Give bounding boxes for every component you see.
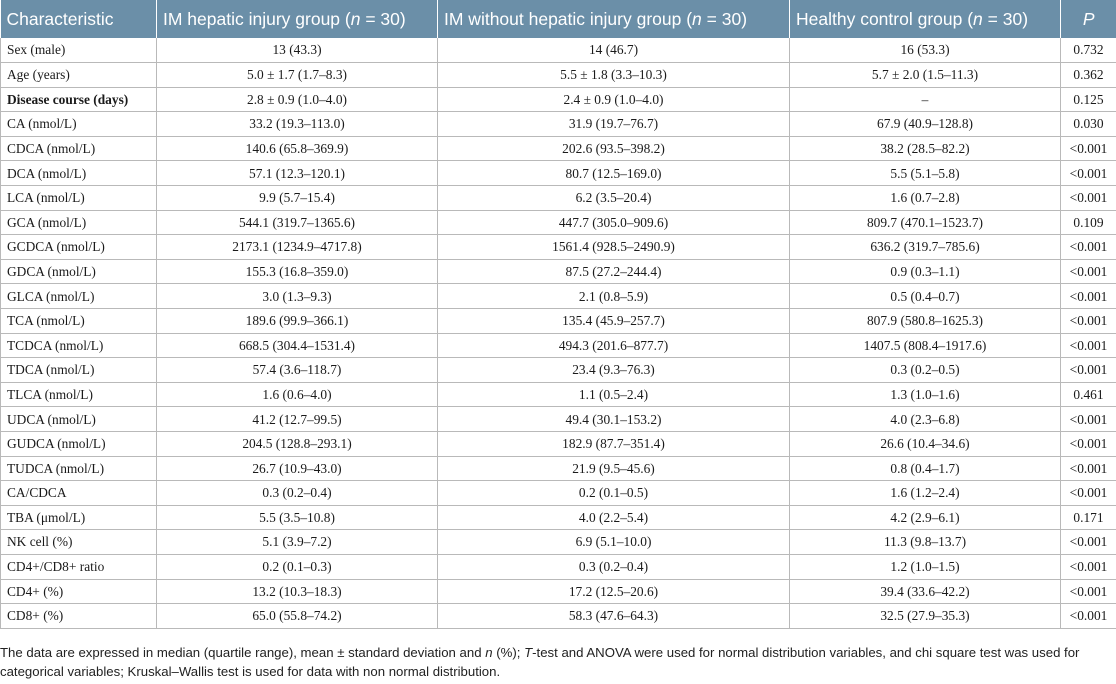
row-label: NK cell (%) [1,530,157,555]
cell-healthy-control: 32.5 (27.9–35.3) [790,604,1061,629]
cell-im-hepatic-injury: 155.3 (16.8–359.0) [157,259,438,284]
row-label: LCA (nmol/L) [1,186,157,211]
cell-healthy-control: 1.2 (1.0–1.5) [790,554,1061,579]
cell-p-value: 0.109 [1061,210,1116,235]
cell-p-value: <0.001 [1061,161,1116,186]
table-row [1,481,1116,506]
cell-im-without-hepatic-injury: 87.5 (27.2–244.4) [438,259,790,284]
cell-p-value: 0.461 [1061,382,1116,407]
table-header [1,0,1116,38]
header-im-without-hepatic-injury [438,0,790,38]
table-row [1,456,1116,481]
cell-im-hepatic-injury: 3.0 (1.3–9.3) [157,284,438,309]
cell-im-without-hepatic-injury: 6.9 (5.1–10.0) [438,530,790,555]
cell-im-hepatic-injury: 1.6 (0.6–4.0) [157,382,438,407]
row-label: TBA (μmol/L) [1,505,157,530]
cell-im-without-hepatic-injury: 58.3 (47.6–64.3) [438,604,790,629]
cell-healthy-control: – [790,87,1061,112]
cell-im-without-hepatic-injury: 494.3 (201.6–877.7) [438,333,790,358]
header-p-text: P [1082,8,1095,29]
cell-p-value: <0.001 [1061,579,1116,604]
row-label: GCA (nmol/L) [1,210,157,235]
cell-p-value: <0.001 [1061,136,1116,161]
cell-healthy-control: 67.9 (40.9–128.8) [790,112,1061,137]
cell-im-hepatic-injury: 544.1 (319.7–1365.6) [157,210,438,235]
table-row [1,358,1116,383]
table-row [1,333,1116,358]
cell-p-value: <0.001 [1061,358,1116,383]
cell-p-value: <0.001 [1061,481,1116,506]
table-row [1,210,1116,235]
row-label: CA/CDCA [1,481,157,506]
cell-im-without-hepatic-injury: 49.4 (30.1–153.2) [438,407,790,432]
table-row [1,382,1116,407]
cell-im-hepatic-injury: 9.9 (5.7–15.4) [157,186,438,211]
header-text: = 30) [360,8,406,29]
cell-p-value: 0.171 [1061,505,1116,530]
table-row [1,505,1116,530]
cell-im-without-hepatic-injury: 14 (46.7) [438,38,790,63]
header-characteristic: Characteristic [1,0,157,38]
row-label: TDCA (nmol/L) [1,358,157,383]
header-text: IM without hepatic injury group ( [444,8,693,29]
cell-p-value: <0.001 [1061,235,1116,260]
cell-im-hepatic-injury: 13 (43.3) [157,38,438,63]
row-label: TLCA (nmol/L) [1,382,157,407]
table-body [1,38,1116,628]
table-row [1,259,1116,284]
row-label: UDCA (nmol/L) [1,407,157,432]
cell-im-hepatic-injury: 65.0 (55.8–74.2) [157,604,438,629]
cell-im-without-hepatic-injury: 447.7 (305.0–909.6) [438,210,790,235]
table-row [1,186,1116,211]
cell-im-without-hepatic-injury: 182.9 (87.7–351.4) [438,432,790,457]
cell-im-hepatic-injury: 13.2 (10.3–18.3) [157,579,438,604]
cell-p-value: <0.001 [1061,333,1116,358]
cell-im-hepatic-injury: 668.5 (304.4–1531.4) [157,333,438,358]
cell-p-value: <0.001 [1061,284,1116,309]
cell-im-hepatic-injury: 0.2 (0.1–0.3) [157,554,438,579]
row-label: Sex (male) [1,38,157,63]
cell-im-hepatic-injury: 33.2 (19.3–113.0) [157,112,438,137]
cell-healthy-control: 11.3 (9.8–13.7) [790,530,1061,555]
header-im-hepatic-injury [157,0,438,38]
row-label: CDCA (nmol/L) [1,136,157,161]
cell-im-without-hepatic-injury: 23.4 (9.3–76.3) [438,358,790,383]
cell-p-value: <0.001 [1061,407,1116,432]
cell-healthy-control: 16 (53.3) [790,38,1061,63]
cell-healthy-control: 4.0 (2.3–6.8) [790,407,1061,432]
cell-healthy-control: 39.4 (33.6–42.2) [790,579,1061,604]
cell-healthy-control: 809.7 (470.1–1523.7) [790,210,1061,235]
table-row [1,604,1116,629]
row-label: GDCA (nmol/L) [1,259,157,284]
table-row [1,87,1116,112]
cell-im-without-hepatic-injury: 6.2 (3.5–20.4) [438,186,790,211]
row-label: TCDCA (nmol/L) [1,333,157,358]
cell-p-value: 0.362 [1061,63,1116,88]
cell-im-without-hepatic-injury: 0.2 (0.1–0.5) [438,481,790,506]
cell-healthy-control: 26.6 (10.4–34.6) [790,432,1061,457]
row-label: Disease course (days) [1,87,157,112]
cell-p-value: 0.125 [1061,87,1116,112]
row-label: CA (nmol/L) [1,112,157,137]
footnote-text: The data are expressed in median (quartile range), mean ± standard deviation and [0,645,486,660]
cell-p-value: <0.001 [1061,456,1116,481]
row-label: DCA (nmol/L) [1,161,157,186]
cell-p-value: <0.001 [1061,604,1116,629]
cell-im-hepatic-injury: 189.6 (99.9–366.1) [157,309,438,334]
cell-im-hepatic-injury: 5.0 ± 1.7 (1.7–8.3) [157,63,438,88]
table-row [1,38,1116,63]
table-row [1,579,1116,604]
cell-im-without-hepatic-injury: 1561.4 (928.5–2490.9) [438,235,790,260]
cell-im-hepatic-injury: 26.7 (10.9–43.0) [157,456,438,481]
row-label: CD4+ (%) [1,579,157,604]
cell-p-value: <0.001 [1061,554,1116,579]
cell-healthy-control: 0.3 (0.2–0.5) [790,358,1061,383]
cell-im-without-hepatic-injury: 21.9 (9.5–45.6) [438,456,790,481]
cell-im-hepatic-injury: 204.5 (128.8–293.1) [157,432,438,457]
cell-p-value: <0.001 [1061,186,1116,211]
table-row [1,432,1116,457]
footnote-text: -test and ANOVA were used for normal distribution variables, and chi square test was used for categorical variables; Kruskal–Wallis test is used for data with non normal distribution. [0,645,1080,679]
cell-im-without-hepatic-injury: 202.6 (93.5–398.2) [438,136,790,161]
header-n: n [973,8,983,29]
cell-im-without-hepatic-injury: 17.2 (12.5–20.6) [438,579,790,604]
table-row [1,136,1116,161]
table-row [1,284,1116,309]
cell-healthy-control: 4.2 (2.9–6.1) [790,505,1061,530]
cell-p-value: <0.001 [1061,309,1116,334]
cell-healthy-control: 807.9 (580.8–1625.3) [790,309,1061,334]
cell-healthy-control: 1407.5 (808.4–1917.6) [790,333,1061,358]
table-row [1,161,1116,186]
table-row [1,407,1116,432]
table-footnote [0,643,1112,681]
cell-im-without-hepatic-injury: 5.5 ± 1.8 (3.3–10.3) [438,63,790,88]
header-p-value [1061,0,1116,38]
header-text: IM hepatic injury group ( [163,8,351,29]
cell-healthy-control: 1.3 (1.0–1.6) [790,382,1061,407]
cell-im-hepatic-injury: 57.1 (12.3–120.1) [157,161,438,186]
cell-im-hepatic-injury: 140.6 (65.8–369.9) [157,136,438,161]
table-row [1,309,1116,334]
cell-im-hepatic-injury: 5.5 (3.5–10.8) [157,505,438,530]
cell-healthy-control: 636.2 (319.7–785.6) [790,235,1061,260]
table-row [1,235,1116,260]
cell-healthy-control: 38.2 (28.5–82.2) [790,136,1061,161]
cell-healthy-control: 0.9 (0.3–1.1) [790,259,1061,284]
cell-healthy-control: 5.7 ± 2.0 (1.5–11.3) [790,63,1061,88]
row-label: TUDCA (nmol/L) [1,456,157,481]
cell-p-value: <0.001 [1061,259,1116,284]
row-label: CD8+ (%) [1,604,157,629]
cell-healthy-control: 0.5 (0.4–0.7) [790,284,1061,309]
row-label: TCA (nmol/L) [1,309,157,334]
table-row [1,530,1116,555]
cell-im-without-hepatic-injury: 2.4 ± 0.9 (1.0–4.0) [438,87,790,112]
cell-im-without-hepatic-injury: 0.3 (0.2–0.4) [438,554,790,579]
cell-im-without-hepatic-injury: 135.4 (45.9–257.7) [438,309,790,334]
cell-im-without-hepatic-injury: 80.7 (12.5–169.0) [438,161,790,186]
cell-p-value: <0.001 [1061,530,1116,555]
header-text: = 30) [982,8,1029,29]
cell-im-without-hepatic-injury: 4.0 (2.2–5.4) [438,505,790,530]
row-label: CD4+/CD8+ ratio [1,554,157,579]
cell-im-without-hepatic-injury: 1.1 (0.5–2.4) [438,382,790,407]
header-healthy-control [790,0,1061,38]
cell-im-without-hepatic-injury: 2.1 (0.8–5.9) [438,284,790,309]
header-text: Healthy control group ( [796,8,974,29]
header-n: n [692,8,702,29]
cell-im-hepatic-injury: 2173.1 (1234.9–4717.8) [157,235,438,260]
footnote-t: T [524,645,533,660]
footnote-text: (%); [492,645,525,660]
row-label: Age (years) [1,63,157,88]
cell-im-hepatic-injury: 5.1 (3.9–7.2) [157,530,438,555]
header-n: n [350,8,361,29]
table-row [1,63,1116,88]
cell-im-hepatic-injury: 57.4 (3.6–118.7) [157,358,438,383]
cell-im-without-hepatic-injury: 31.9 (19.7–76.7) [438,112,790,137]
header-text: = 30) [701,8,748,29]
cell-healthy-control: 0.8 (0.4–1.7) [790,456,1061,481]
cell-p-value: 0.732 [1061,38,1116,63]
row-label: GCDCA (nmol/L) [1,235,157,260]
cell-healthy-control: 1.6 (0.7–2.8) [790,186,1061,211]
row-label: GLCA (nmol/L) [1,284,157,309]
cell-healthy-control: 5.5 (5.1–5.8) [790,161,1061,186]
header-row [1,0,1116,38]
footnote-n: n [485,645,493,660]
row-label: GUDCA (nmol/L) [1,432,157,457]
cell-im-hepatic-injury: 0.3 (0.2–0.4) [157,481,438,506]
table-row [1,554,1116,579]
table-row [1,112,1116,137]
cell-im-hepatic-injury: 2.8 ± 0.9 (1.0–4.0) [157,87,438,112]
cell-im-hepatic-injury: 41.2 (12.7–99.5) [157,407,438,432]
cell-p-value: <0.001 [1061,432,1116,457]
cell-healthy-control: 1.6 (1.2–2.4) [790,481,1061,506]
cell-p-value: 0.030 [1061,112,1116,137]
